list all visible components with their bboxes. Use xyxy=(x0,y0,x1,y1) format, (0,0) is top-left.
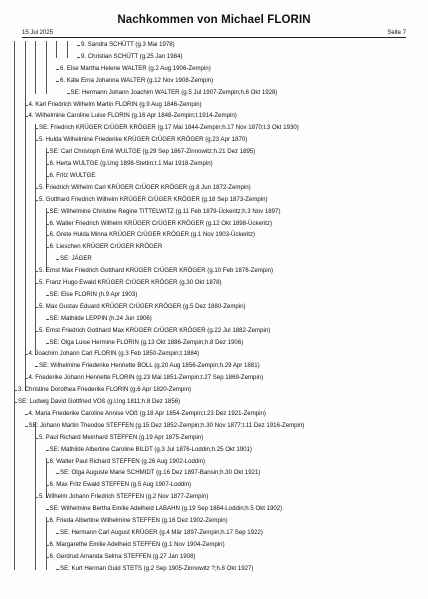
entry-text: 4. Wilhelmine Caroline Luise FLORIN (g.16 Apr 1848-Zempin;t.1914-Zempin) xyxy=(28,112,237,120)
lineage-line xyxy=(56,41,57,58)
lineage-line xyxy=(46,148,47,189)
branch-connector xyxy=(67,93,70,94)
entry-text: 6. Walter Paul Richard STEFFEN (g.26 Aug 1902-Loddin) xyxy=(49,457,206,465)
descendant-entry xyxy=(50,220,273,228)
descendant-entry xyxy=(29,101,202,109)
entry-text: 6. Max Fritz Ewald STEFFEN (g.5 Aug 1907-Loddin) xyxy=(49,481,192,489)
spouse-entry xyxy=(60,529,263,537)
branch-connector xyxy=(46,485,49,486)
entry-text: 6. Fritz WULTGE xyxy=(49,171,96,179)
descendant-entry xyxy=(50,541,225,549)
entry-text: SE: Hermann Johann Joachim WALTER (g.5 Jul 1907-Zempin;h.6 Okt 1928) xyxy=(70,88,278,96)
lineage-line xyxy=(14,41,15,570)
descendant-entry xyxy=(39,434,203,442)
descendant-entry xyxy=(81,41,175,49)
entry-text: SE: Ludwig David Gottfried VOß (g.Ung 1811;h.8 Dez 1856) xyxy=(18,398,181,405)
entry-text: 6. Else Martha Helene WALTER (g.2 Aug 1906-Zempin) xyxy=(60,64,211,72)
branch-connector xyxy=(56,533,59,534)
branch-connector xyxy=(25,378,28,379)
entry-text: 6. Gerdrud Amanda Selma STEFFEN (g.27 Jan 1908) xyxy=(49,552,196,560)
entry-text: 4. Maria Friederike Caroline Annise VOß (g.18 Apr 1854-Zempin;t.23 Dez 1921-Zempin) xyxy=(28,409,266,417)
branch-connector xyxy=(35,200,38,201)
spouse-entry xyxy=(18,398,180,406)
entry-text: 9. Sandra SCHÜTT (g.3 Mai 1978) xyxy=(81,41,175,48)
entry-text: 3. Christine Dorothea Friederike FLORIN (g.6 Apr 1820-Zempin) xyxy=(18,386,192,394)
branch-connector xyxy=(46,557,49,558)
branch-connector xyxy=(35,366,38,367)
entry-text: SE: Carl Christoph Emil WULTGE (g.29 Sep 1867-Zinnowitz;h.21 Dez 1895) xyxy=(49,148,256,156)
descendant-entry xyxy=(60,77,213,85)
entry-text: SE: Wilhelmine Friederike Henriette BOLL (g.20 Aug 1856-Zempin;h.29 Apr 1881) xyxy=(39,362,260,370)
entry-text: 5. Max Gustav Eduard KRÜGER CrÜGER KRÖGER (g.5 Dez 1880-Zempin) xyxy=(39,302,246,310)
branch-connector xyxy=(46,509,49,510)
branch-connector xyxy=(14,390,17,391)
lineage-line xyxy=(46,41,47,94)
entry-text: SE: Wilhelmine Bertha Emilie Adelheid LABAHN (g.19 Sep 1884-Loddin;h.5 Okt 1902) xyxy=(49,505,283,513)
branch-connector xyxy=(25,354,28,355)
entry-text: 6. Margarethe Emilie Adelheid STEFFEN (g.1 Nov 1904-Zempin) xyxy=(49,540,225,548)
branch-connector xyxy=(56,69,59,70)
descendant-entry xyxy=(50,172,96,180)
entry-text: SE: Johann Martin Theodoe STEFFEN (g.15 Dez 1852-Zempin;h.30 Nov 1877;t.11 Dez 1916-Zempin) xyxy=(28,421,305,429)
branch-connector xyxy=(25,414,28,415)
entry-text: 4. Joachim Johann Carl FLORIN (g.3 Feb 1850-Zempin;t.1884) xyxy=(28,350,200,358)
entry-text: 5. Gotthard Friedrich Wilhelm KRÜGER CrÜGER KRÖGER (g.18 Sep 1873-Zempin) xyxy=(39,195,268,203)
branch-connector xyxy=(77,57,80,58)
branch-connector xyxy=(56,473,59,474)
entry-text: SE: Hermann Carl August KRÜGER (g.4 Mär 1897-Zempin;h.17 Sep 1922) xyxy=(60,528,263,536)
entry-text: 5. Friedrich Wilhelm Carl KRÜGER CrÜGER KRÖGER (g.8 Jun 1872-Zempin) xyxy=(39,183,251,191)
lineage-line xyxy=(67,41,68,58)
branch-connector xyxy=(46,152,49,153)
entry-text: SE: JÄGER xyxy=(60,255,92,263)
branch-connector xyxy=(35,188,38,189)
branch-connector xyxy=(46,462,49,463)
descendant-entry xyxy=(29,374,264,382)
branch-connector xyxy=(46,164,49,165)
branch-connector xyxy=(46,224,49,225)
branch-connector xyxy=(46,545,49,546)
lineage-line xyxy=(35,124,36,355)
descendant-entry xyxy=(29,112,237,120)
branch-connector xyxy=(14,402,17,403)
descendant-entry xyxy=(39,196,268,204)
entry-text: SE: Mathilde LEPPIN (h.24 Jun 1906) xyxy=(49,314,152,322)
descendant-entry xyxy=(60,65,211,73)
branch-connector xyxy=(35,271,38,272)
entry-text: 4. Friederike Johann Henriette FLORIN (g.23 Mai 1851-Zempin;t.27 Sep 1869-Zempin) xyxy=(28,374,264,382)
entry-text: 6. Grete Hulda Minna KRÜGER CrÜGER KRÖGER (g.1 Nov 1903-Ückeritz) xyxy=(49,231,256,239)
branch-connector xyxy=(56,569,59,570)
descendant-tree xyxy=(0,38,428,598)
lineage-line xyxy=(46,208,47,273)
page-title: Nachkommen von Michael FLORIN xyxy=(117,14,311,26)
branch-connector xyxy=(46,247,49,248)
branch-connector xyxy=(56,81,59,82)
branch-connector xyxy=(25,116,28,117)
descendant-entry xyxy=(50,458,206,466)
branch-connector xyxy=(46,212,49,213)
descendant-entry xyxy=(39,327,270,335)
descendant-entry xyxy=(29,410,266,418)
descendant-entry xyxy=(18,386,191,394)
branch-connector xyxy=(25,426,28,427)
spouse-entry xyxy=(29,422,305,430)
lineage-line xyxy=(35,41,36,94)
spouse-entry xyxy=(60,565,253,573)
spouse-entry xyxy=(60,255,92,263)
branch-connector xyxy=(56,259,59,260)
spouse-entry xyxy=(50,291,138,299)
descendant-entry xyxy=(39,136,247,144)
entry-text: 6. Frieda Albertine Wilhelmine STEFFEN (g.16 Dez 1902-Zempin) xyxy=(49,517,228,524)
branch-connector xyxy=(46,176,49,177)
branch-connector xyxy=(35,128,38,129)
entry-text: SE: Olga Auguste Marie SCHMIDT (g.16 Dez 1897-Bansin;h.30 Okt 1921) xyxy=(60,469,261,477)
spouse-entry xyxy=(50,315,152,323)
descendant-entry xyxy=(50,231,256,239)
branch-connector xyxy=(46,235,49,236)
entry-text: SE: Wilhelmine Christine Regine TITTELWITZ (g.11 Feb 1879-Ückeritz;h.3 Nov 1897) xyxy=(49,207,281,215)
lineage-line xyxy=(35,422,36,570)
entry-text: 4. Karl Friedrich Wilhelm Martin FLORIN (g.9 Aug 1846-Zempin) xyxy=(28,100,202,108)
entry-text: 5. Ernst Max Friedrich Gotthard KRÜGER CrÜGER KRÖGER (g.10 Feb 1876-Zempin) xyxy=(39,267,274,275)
spouse-entry xyxy=(39,124,299,132)
descendant-entry xyxy=(39,267,273,275)
spouse-entry xyxy=(50,208,281,216)
entry-text: SE: Friedrich KRÜGER CrÜGER KRÖGER (g.17 Mai 1844-Zempin;h.17 Nov 1870;t.3 Okt 1930) xyxy=(39,124,299,132)
descendant-entry xyxy=(50,160,213,168)
entry-text: SE: Olga Luise Hermine FLORIN (g.13 Okt 1886-Zempin;h.8 Dez 1906) xyxy=(49,338,244,346)
entry-text: SE: Else FLORIN (h.9 Apr 1903) xyxy=(49,290,138,298)
descendant-entry xyxy=(50,553,196,561)
lineage-line xyxy=(46,458,47,499)
spouse-entry xyxy=(39,362,260,370)
entry-text: 6. Käte Erna Johanna WALTER (g.12 Nov 1908-Zempin) xyxy=(60,76,214,84)
entry-text: 5. Franz Hugo Ewald KRÜGER CrÜGER KRÖGER (g.30 Okt 1878) xyxy=(39,279,222,286)
spouse-entry xyxy=(50,339,244,347)
entry-text: 6. Lieschen KRÜGER CrÜGER KRÖGER xyxy=(49,243,163,251)
entry-text: 5. Wilhelm Johann Friedrich STEFFEN (g.2 Nov 1877-Zempin) xyxy=(39,493,209,501)
descendant-entry xyxy=(29,350,200,358)
spouse-entry xyxy=(60,469,260,477)
branch-connector xyxy=(46,521,49,522)
entry-text: 6. Walter Friedrich Wilhelm KRÜGER CrÜGER KRÖGER (g.12 Okt 1898-Ückeritz) xyxy=(49,219,273,227)
descendant-entry xyxy=(81,53,183,61)
branch-connector xyxy=(35,307,38,308)
spouse-entry xyxy=(50,505,283,513)
page-number: Seite 7 xyxy=(387,30,406,36)
lineage-line xyxy=(46,517,47,570)
descendant-entry xyxy=(50,517,228,525)
descendant-entry xyxy=(50,481,192,489)
descendant-entry xyxy=(39,303,246,311)
descendant-entry xyxy=(39,279,222,287)
spouse-entry xyxy=(50,148,256,156)
descendant-entry xyxy=(39,493,208,501)
branch-connector xyxy=(77,45,80,46)
branch-connector xyxy=(46,450,49,451)
entry-text: 5. Paul Richard Meinhard STEFFEN (g.19 Apr 1875-Zempin) xyxy=(39,433,204,441)
entry-text: 5. Hulda Wilhelmine Friederike KRÜGER CrÜGER KRÖGER (g.23 Apr 1870) xyxy=(39,136,248,144)
spouse-entry xyxy=(71,89,278,97)
branch-connector xyxy=(46,319,49,320)
branch-connector xyxy=(35,331,38,332)
spouse-entry xyxy=(50,446,252,454)
branch-connector xyxy=(46,343,49,344)
branch-connector xyxy=(35,140,38,141)
entry-text: SE: Mathilde Albertine Caroline BILDT (g.3 Jul 1876-Loddin;h.25 Okt 1901) xyxy=(49,445,252,453)
entry-text: 5. Ernst Friedrich Gotthard Max KRÜGER CrÜGER KRÖGER (g.22 Jul 1882-Zempin) xyxy=(39,326,271,334)
descendant-entry xyxy=(39,184,251,192)
branch-connector xyxy=(46,295,49,296)
print-date: 15 Jul 2025 xyxy=(22,30,54,36)
branch-connector xyxy=(35,497,38,498)
lineage-line xyxy=(25,41,26,391)
entry-text: 6. Herta WULTGE (g.Ung 1898-Stettin;t.1 Mai 1918-Zempin) xyxy=(49,160,213,167)
entry-text: SE: Kurt Herman Guid STETS (g.2 Sep 1905-Zinnowitz ?;h.8 Okt 1927) xyxy=(60,564,254,572)
branch-connector xyxy=(25,105,28,106)
branch-connector xyxy=(35,438,38,439)
descendant-entry xyxy=(50,243,163,251)
branch-connector xyxy=(35,283,38,284)
entry-text: 9. Christian SCHÜTT (g.25 Jan 1984) xyxy=(81,52,183,60)
